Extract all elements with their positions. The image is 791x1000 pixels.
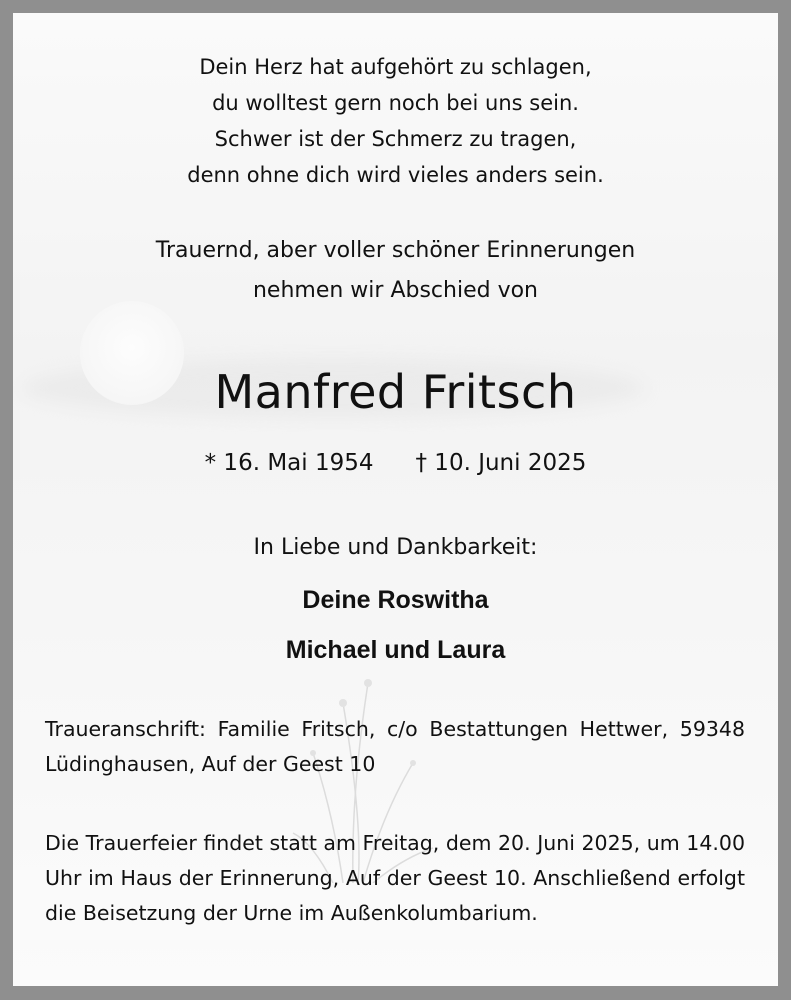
family-name: Deine Roswitha: [302, 586, 489, 614]
poem-line: Dein Herz hat aufgehört zu schlagen,: [199, 55, 592, 79]
poem: [13, 49, 778, 193]
intro-text: [13, 231, 778, 311]
death-date: † 10. Juni 2025: [415, 450, 587, 476]
poem-line: du wolltest gern noch bei uns sein.: [212, 91, 579, 115]
deceased-name: Manfred Fritsch: [214, 365, 577, 419]
thanks-line: In Liebe und Dankbarkeit:: [253, 535, 538, 560]
birth-date: * 16. Mai 1954: [204, 450, 374, 476]
ceremony-info: Die Trauerfeier findet statt am Freitag, dem 20. Juni 2025, um 14.00 Uhr im Haus der Erinnerung, Auf der Geest 10. Anschließend erfolgt die Beisetzung der Urne im Außenkolumbarium.: [45, 831, 745, 925]
obituary-notice: [13, 13, 778, 986]
family-name: Michael und Laura: [285, 636, 506, 664]
poem-line: denn ohne dich wird vieles anders sein.: [187, 163, 604, 187]
family-names: [13, 575, 778, 675]
life-dates: [13, 450, 778, 476]
mourning-address: Traueranschrift: Familie Fritsch, c/o Bestattungen Hettwer, 59348 Lüdinghausen, Auf der Geest 10: [45, 717, 745, 776]
intro-line: nehmen wir Abschied von: [252, 278, 538, 303]
intro-line: Trauernd, aber voller schöner Erinnerungen: [155, 238, 636, 263]
poem-line: Schwer ist der Schmerz zu tragen,: [214, 127, 577, 151]
